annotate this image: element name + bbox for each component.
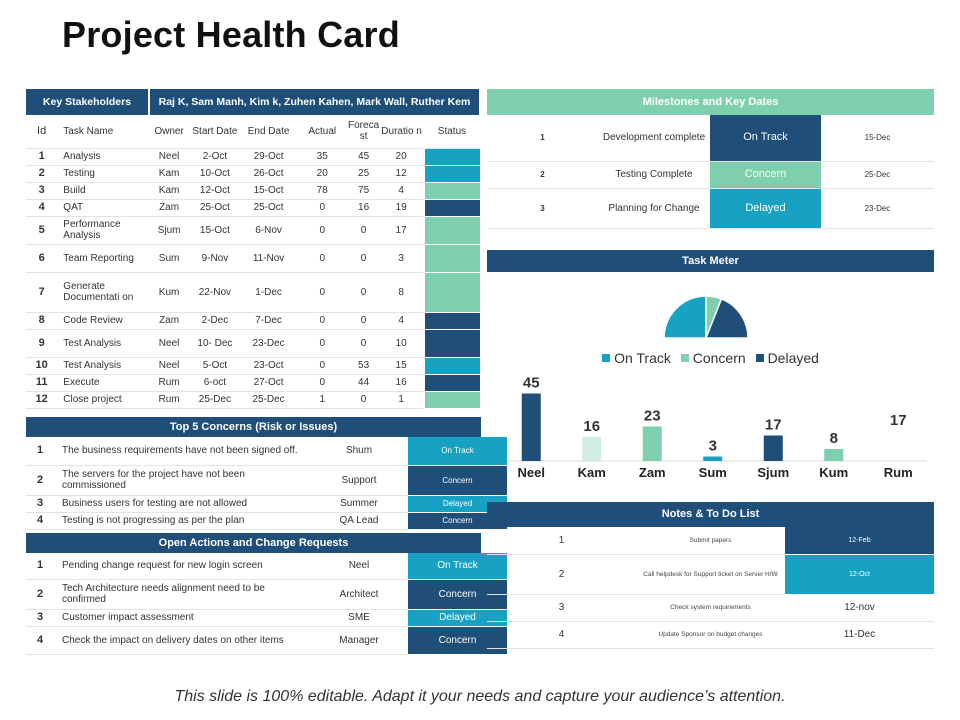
task-owner: Rum bbox=[149, 391, 189, 408]
task-id: 1 bbox=[26, 148, 57, 165]
bar-category-label: Sum bbox=[698, 465, 727, 480]
table-row bbox=[26, 312, 480, 329]
bar-value-label: 17 bbox=[764, 416, 782, 434]
task-duration: 16 bbox=[379, 374, 424, 391]
list-item bbox=[26, 609, 507, 626]
col-forecast: Foreca st bbox=[348, 115, 379, 148]
bar-category-label: Sjum bbox=[757, 465, 790, 480]
table-row bbox=[26, 357, 480, 374]
bar-zam bbox=[643, 427, 662, 462]
task-start-date: 25-Oct bbox=[189, 199, 240, 216]
milestone-status-badge: On Track bbox=[710, 115, 821, 161]
note-number: 1 bbox=[487, 527, 636, 554]
col-start-date: Start Date bbox=[189, 115, 240, 148]
note-text: Check system requirements bbox=[636, 594, 785, 621]
table-row bbox=[26, 199, 480, 216]
bar-category-label: Kam bbox=[577, 465, 606, 480]
item-number: 1 bbox=[26, 437, 54, 465]
item-status-badge: Concern bbox=[408, 626, 507, 654]
notes-header: Notes & To Do List bbox=[487, 502, 934, 527]
list-item bbox=[26, 553, 507, 579]
task-forecast: 25 bbox=[348, 165, 379, 182]
task-name: Performance Analysis bbox=[57, 216, 149, 244]
task-forecast: 44 bbox=[348, 374, 379, 391]
bar-category-label: Kum bbox=[819, 465, 849, 480]
milestones-table bbox=[487, 115, 934, 229]
task-status-indicator bbox=[424, 244, 480, 272]
bar-kam bbox=[582, 437, 601, 461]
task-owner: Zam bbox=[149, 199, 189, 216]
item-description: Customer impact assessment bbox=[54, 609, 310, 626]
bar-value-label: 8 bbox=[829, 430, 838, 447]
list-item bbox=[26, 626, 507, 654]
stakeholders-list: Raj K, Sam Manh, Kim k, Zuhen Kahen, Mark Wall, Ruther Kem bbox=[149, 89, 480, 115]
col-duration: Duratio n bbox=[379, 115, 424, 148]
bar-sum bbox=[703, 457, 722, 462]
task-actual: 0 bbox=[297, 244, 348, 272]
task-name: Build bbox=[57, 182, 149, 199]
task-duration: 12 bbox=[379, 165, 424, 182]
task-name: Test Analysis bbox=[57, 357, 149, 374]
milestone-row bbox=[487, 115, 934, 161]
task-end-date: 23-Dec bbox=[241, 329, 297, 357]
footer-note: This slide is 100% editable. Adapt it your needs and capture your audience’s attention. bbox=[174, 688, 786, 705]
task-status-indicator bbox=[424, 148, 480, 165]
note-text: Update Sponsor on budget changes bbox=[636, 621, 785, 648]
item-status-badge: Concern bbox=[408, 579, 507, 609]
task-duration: 15 bbox=[379, 357, 424, 374]
task-start-date: 12-Oct bbox=[189, 182, 240, 199]
note-number: 2 bbox=[487, 554, 636, 594]
task-end-date: 25-Dec bbox=[241, 391, 297, 408]
milestone-number: 1 bbox=[487, 115, 598, 161]
legend-on-track-swatch bbox=[602, 354, 610, 362]
task-end-date: 23-Oct bbox=[241, 357, 297, 374]
task-owner: Kum bbox=[149, 272, 189, 312]
bar-neel bbox=[522, 394, 541, 462]
item-number: 3 bbox=[26, 609, 54, 626]
task-name: Team Reporting bbox=[57, 244, 149, 272]
bar-category-label: Rum bbox=[883, 465, 913, 480]
task-start-date: 15-Oct bbox=[189, 216, 240, 244]
col-owner: Owner bbox=[149, 115, 189, 148]
task-status-indicator bbox=[424, 391, 480, 408]
item-description: Business users for testing are not allowed bbox=[54, 495, 310, 512]
task-status-indicator bbox=[424, 216, 480, 244]
task-meter-pie-chart bbox=[487, 272, 934, 352]
note-date: 12-Feb bbox=[785, 527, 934, 554]
task-name: Testing bbox=[57, 165, 149, 182]
item-owner: Shum bbox=[310, 437, 408, 465]
item-owner: Support bbox=[310, 465, 408, 495]
task-forecast: 0 bbox=[348, 391, 379, 408]
task-owner: Kam bbox=[149, 165, 189, 182]
list-item bbox=[26, 465, 507, 495]
task-forecast: 0 bbox=[348, 244, 379, 272]
task-meter-header: Task Meter bbox=[487, 250, 934, 272]
col-actual: Actual bbox=[297, 115, 348, 148]
legend-concern-label: Concern bbox=[692, 350, 746, 366]
task-owner: Rum bbox=[149, 374, 189, 391]
task-start-date: 10- Dec bbox=[189, 329, 240, 357]
task-status-indicator bbox=[424, 182, 480, 199]
note-text: Call helpdesk for Support ticket on Server H/W bbox=[636, 554, 785, 594]
item-number: 4 bbox=[26, 512, 54, 529]
bar-rum bbox=[889, 436, 908, 462]
task-end-date: 1-Dec bbox=[241, 272, 297, 312]
task-start-date: 2-Dec bbox=[189, 312, 240, 329]
milestone-status-badge: Concern bbox=[710, 161, 821, 188]
task-end-date: 15-Oct bbox=[241, 182, 297, 199]
item-description: The servers for the project have not been commissioned bbox=[54, 465, 310, 495]
task-forecast: 0 bbox=[348, 312, 379, 329]
bar-category-label: Zam bbox=[638, 465, 666, 480]
task-forecast: 0 bbox=[348, 216, 379, 244]
list-item bbox=[26, 579, 507, 609]
task-duration: 4 bbox=[379, 312, 424, 329]
item-owner: QA Lead bbox=[310, 512, 408, 529]
milestone-name: Development complete bbox=[598, 115, 710, 161]
task-meter-bar-chart bbox=[487, 372, 934, 492]
legend-delayed-label: Delayed bbox=[767, 350, 819, 366]
table-row bbox=[26, 182, 480, 199]
item-number: 2 bbox=[26, 579, 54, 609]
item-owner: SME bbox=[310, 609, 408, 626]
task-table bbox=[26, 89, 481, 409]
task-end-date: 29-Oct bbox=[241, 148, 297, 165]
item-status-badge: Delayed bbox=[408, 609, 507, 626]
task-actual: 0 bbox=[297, 312, 348, 329]
bar-value-label: 16 bbox=[583, 418, 601, 435]
item-description: Tech Architecture needs alignment need to be confirmed bbox=[54, 579, 310, 609]
table-row bbox=[26, 391, 480, 408]
task-actual: 0 bbox=[297, 216, 348, 244]
bar-value-label: 17 bbox=[889, 412, 907, 429]
task-start-date: 9-Nov bbox=[189, 244, 240, 272]
page-title: Project Health Card bbox=[62, 14, 400, 55]
task-status-indicator bbox=[424, 357, 480, 374]
milestone-row bbox=[487, 188, 934, 228]
table-row bbox=[26, 148, 480, 165]
col-id: Id bbox=[26, 115, 57, 148]
note-date: 12-nov bbox=[785, 594, 934, 621]
concerns-header: Top 5 Concerns (Risk or Issues) bbox=[26, 417, 481, 437]
task-actual: 0 bbox=[297, 272, 348, 312]
task-end-date: 6-Nov bbox=[241, 216, 297, 244]
task-forecast: 45 bbox=[348, 148, 379, 165]
legend-concern-swatch bbox=[681, 354, 689, 362]
milestone-number: 2 bbox=[487, 161, 598, 188]
table-row bbox=[26, 374, 480, 391]
task-end-date: 26-Oct bbox=[241, 165, 297, 182]
task-status-indicator bbox=[424, 272, 480, 312]
note-date: 11-Dec bbox=[785, 621, 934, 648]
task-start-date: 10-Oct bbox=[189, 165, 240, 182]
task-forecast: 75 bbox=[348, 182, 379, 199]
item-owner: Neel bbox=[310, 553, 408, 579]
legend-concern bbox=[681, 350, 746, 366]
task-actual: 35 bbox=[297, 148, 348, 165]
item-description: Check the impact on delivery dates on other items bbox=[54, 626, 310, 654]
task-id: 8 bbox=[26, 312, 57, 329]
table-row bbox=[26, 244, 480, 272]
task-actual: 78 bbox=[297, 182, 348, 199]
task-end-date: 11-Nov bbox=[241, 244, 297, 272]
task-forecast: 53 bbox=[348, 357, 379, 374]
task-id: 12 bbox=[26, 391, 57, 408]
task-start-date: 25-Dec bbox=[189, 391, 240, 408]
task-name: Analysis bbox=[57, 148, 149, 165]
task-name: Close project bbox=[57, 391, 149, 408]
task-duration: 19 bbox=[379, 199, 424, 216]
task-actual: 0 bbox=[297, 357, 348, 374]
task-forecast: 16 bbox=[348, 199, 379, 216]
note-row bbox=[487, 554, 934, 594]
note-row bbox=[487, 621, 934, 648]
milestone-row bbox=[487, 161, 934, 188]
task-start-date: 22-Nov bbox=[189, 272, 240, 312]
task-owner: Neel bbox=[149, 329, 189, 357]
milestone-date: 15-Dec bbox=[821, 115, 934, 161]
item-description: Testing is not progressing as per the plan bbox=[54, 512, 310, 529]
milestone-name: Testing Complete bbox=[598, 161, 710, 188]
task-name: Code Review bbox=[57, 312, 149, 329]
item-owner: Summer bbox=[310, 495, 408, 512]
task-name: QAT bbox=[57, 199, 149, 216]
task-actual: 0 bbox=[297, 374, 348, 391]
task-id: 6 bbox=[26, 244, 57, 272]
bar-category-label: Neel bbox=[517, 465, 545, 480]
note-number: 4 bbox=[487, 621, 636, 648]
task-forecast: 0 bbox=[348, 272, 379, 312]
table-row bbox=[26, 329, 480, 357]
task-duration: 17 bbox=[379, 216, 424, 244]
note-number: 3 bbox=[487, 594, 636, 621]
col-task-name: Task Name bbox=[57, 115, 149, 148]
key-stakeholders-label: Key Stakeholders bbox=[26, 89, 149, 115]
task-id: 3 bbox=[26, 182, 57, 199]
concerns-table bbox=[26, 437, 507, 530]
task-status-indicator bbox=[424, 329, 480, 357]
item-status-badge: On Track bbox=[408, 437, 507, 465]
task-id: 9 bbox=[26, 329, 57, 357]
item-description: The business requirements have not been signed off. bbox=[54, 437, 310, 465]
list-item bbox=[26, 495, 507, 512]
task-owner: Kam bbox=[149, 182, 189, 199]
item-number: 3 bbox=[26, 495, 54, 512]
pie-slice-on-track bbox=[664, 296, 706, 338]
task-owner: Zam bbox=[149, 312, 189, 329]
task-owner: Sjum bbox=[149, 216, 189, 244]
bar-value-label: 3 bbox=[708, 437, 717, 455]
task-duration: 4 bbox=[379, 182, 424, 199]
milestones-header: Milestones and Key Dates bbox=[487, 89, 934, 115]
task-meter-legend bbox=[487, 350, 934, 366]
item-number: 1 bbox=[26, 553, 54, 579]
milestone-date: 23-Dec bbox=[821, 188, 934, 228]
note-row bbox=[487, 527, 934, 554]
task-duration: 10 bbox=[379, 329, 424, 357]
task-duration: 1 bbox=[379, 391, 424, 408]
task-end-date: 27-Oct bbox=[241, 374, 297, 391]
task-actual: 1 bbox=[297, 391, 348, 408]
item-status-badge: On Track bbox=[408, 553, 507, 579]
milestone-status-badge: Delayed bbox=[710, 188, 821, 228]
milestone-name: Planning for Change bbox=[598, 188, 710, 228]
task-owner: Sum bbox=[149, 244, 189, 272]
task-start-date: 5-Oct bbox=[189, 357, 240, 374]
task-status-indicator bbox=[424, 199, 480, 216]
task-end-date: 25-Oct bbox=[241, 199, 297, 216]
task-id: 10 bbox=[26, 357, 57, 374]
actions-table bbox=[26, 553, 507, 655]
note-row bbox=[487, 594, 934, 621]
task-duration: 3 bbox=[379, 244, 424, 272]
task-id: 11 bbox=[26, 374, 57, 391]
task-duration: 20 bbox=[379, 148, 424, 165]
notes-table bbox=[487, 527, 934, 649]
item-description: Pending change request for new login screen bbox=[54, 553, 310, 579]
milestone-number: 3 bbox=[487, 188, 598, 228]
task-id: 5 bbox=[26, 216, 57, 244]
milestone-date: 25-Dec bbox=[821, 161, 934, 188]
table-row bbox=[26, 216, 480, 244]
task-actual: 20 bbox=[297, 165, 348, 182]
task-id: 7 bbox=[26, 272, 57, 312]
actions-header: Open Actions and Change Requests bbox=[26, 533, 481, 553]
table-row bbox=[26, 272, 480, 312]
item-status-badge: Concern bbox=[408, 465, 507, 495]
col-end-date: End Date bbox=[241, 115, 297, 148]
list-item bbox=[26, 437, 507, 465]
task-status-indicator bbox=[424, 312, 480, 329]
task-actual: 0 bbox=[297, 329, 348, 357]
bar-value-label: 23 bbox=[643, 407, 661, 425]
item-owner: Architect bbox=[310, 579, 408, 609]
task-start-date: 6-oct bbox=[189, 374, 240, 391]
item-number: 2 bbox=[26, 465, 54, 495]
task-duration: 8 bbox=[379, 272, 424, 312]
task-status-indicator bbox=[424, 374, 480, 391]
task-name: Test Analysis bbox=[57, 329, 149, 357]
task-start-date: 2-Oct bbox=[189, 148, 240, 165]
task-actual: 0 bbox=[297, 199, 348, 216]
legend-on-track bbox=[602, 350, 671, 366]
note-text: Submit papers bbox=[636, 527, 785, 554]
task-status-indicator bbox=[424, 165, 480, 182]
task-meter-panel bbox=[487, 272, 934, 502]
task-name: Execute bbox=[57, 374, 149, 391]
legend-delayed bbox=[756, 350, 819, 366]
bar-kum bbox=[824, 449, 843, 461]
bar-value-label: 45 bbox=[522, 374, 540, 392]
item-number: 4 bbox=[26, 626, 54, 654]
task-owner: Neel bbox=[149, 357, 189, 374]
bar-sjum bbox=[764, 436, 783, 462]
col-status: Status bbox=[424, 115, 480, 148]
item-owner: Manager bbox=[310, 626, 408, 654]
table-row bbox=[26, 165, 480, 182]
item-status-badge: Delayed bbox=[408, 495, 507, 512]
list-item bbox=[26, 512, 507, 529]
legend-delayed-swatch bbox=[756, 354, 764, 362]
task-forecast: 0 bbox=[348, 329, 379, 357]
item-status-badge: Concern bbox=[408, 512, 507, 529]
task-end-date: 7-Dec bbox=[241, 312, 297, 329]
note-date: 12-Oct bbox=[785, 554, 934, 594]
task-owner: Neel bbox=[149, 148, 189, 165]
task-id: 4 bbox=[26, 199, 57, 216]
legend-on-track-label: On Track bbox=[614, 350, 671, 366]
task-id: 2 bbox=[26, 165, 57, 182]
task-name: Generate Documentati on bbox=[57, 272, 149, 312]
